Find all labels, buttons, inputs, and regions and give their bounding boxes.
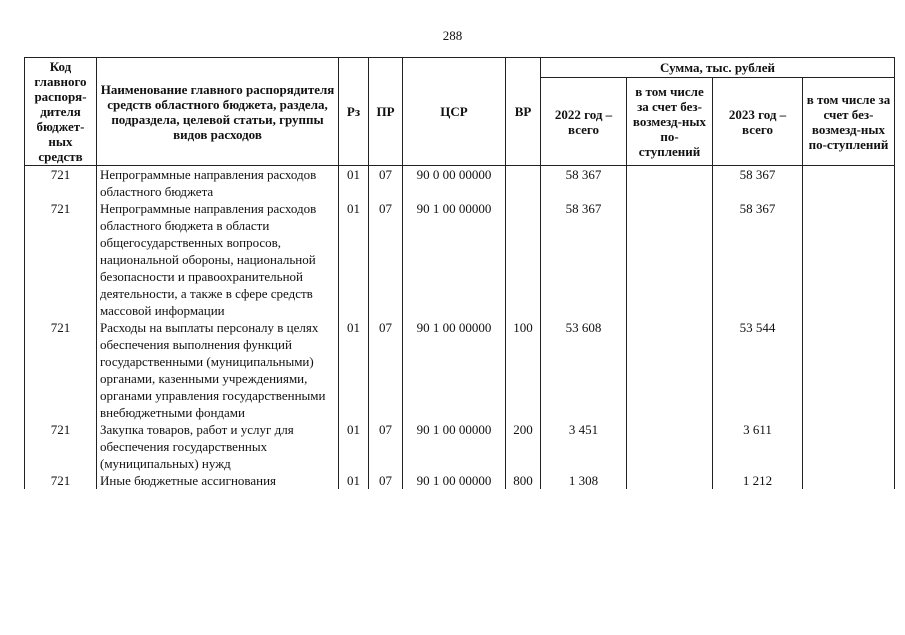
cell-2023-free <box>803 472 895 489</box>
cell-code: 721 <box>25 319 97 421</box>
cell-name: Иные бюджетные ассигнования <box>97 472 339 489</box>
header-name: Наименование главного распорядителя средств областного бюджета, раздела, подраздела, целевой статьи, группы видов расходов <box>97 58 339 166</box>
cell-2022-free <box>627 421 713 472</box>
table-row <box>25 200 895 319</box>
cell-2023-free <box>803 421 895 472</box>
cell-rz: 01 <box>339 319 369 421</box>
cell-rz: 01 <box>339 166 369 201</box>
cell-2022-free <box>627 319 713 421</box>
budget-table <box>24 57 895 489</box>
cell-vr <box>506 166 541 201</box>
cell-2023-free <box>803 166 895 201</box>
cell-vr: 100 <box>506 319 541 421</box>
cell-2023-free <box>803 319 895 421</box>
cell-rz: 01 <box>339 421 369 472</box>
cell-csr: 90 1 00 00000 <box>403 200 506 319</box>
cell-vr <box>506 200 541 319</box>
cell-rz: 01 <box>339 472 369 489</box>
cell-2022-total: 53 608 <box>541 319 627 421</box>
cell-2022-free <box>627 200 713 319</box>
cell-csr: 90 1 00 00000 <box>403 319 506 421</box>
cell-2023-total: 58 367 <box>713 166 803 201</box>
table-row <box>25 319 895 421</box>
cell-code: 721 <box>25 421 97 472</box>
cell-2022-total: 58 367 <box>541 166 627 201</box>
cell-csr: 90 0 00 00000 <box>403 166 506 201</box>
cell-2022-total: 3 451 <box>541 421 627 472</box>
cell-code: 721 <box>25 472 97 489</box>
cell-name: Непрограммные направления расходов областного бюджета <box>97 166 339 201</box>
header-code: Код главного распоря-дителя бюджет-ных средств <box>25 58 97 166</box>
cell-pr: 07 <box>369 421 403 472</box>
cell-rz: 01 <box>339 200 369 319</box>
table-row <box>25 472 895 489</box>
cell-csr: 90 1 00 00000 <box>403 472 506 489</box>
table-row <box>25 421 895 472</box>
header-row-top <box>25 58 895 78</box>
header-vr: ВР <box>506 58 541 166</box>
header-sum-group: Сумма, тыс. рублей <box>541 58 895 78</box>
cell-pr: 07 <box>369 319 403 421</box>
cell-code: 721 <box>25 200 97 319</box>
cell-pr: 07 <box>369 200 403 319</box>
table-row <box>25 166 895 201</box>
cell-2022-total: 1 308 <box>541 472 627 489</box>
cell-name: Расходы на выплаты персоналу в целях обеспечения выполнения функций государственными (муниципальными) органами, казенными учреждениями, органами управления государственными внебюджетными фондами <box>97 319 339 421</box>
page-number: 288 <box>442 28 463 43</box>
cell-pr: 07 <box>369 166 403 201</box>
cell-2022-total: 58 367 <box>541 200 627 319</box>
cell-2023-free <box>803 200 895 319</box>
header-2023-total: 2023 год – всего <box>713 78 803 166</box>
cell-vr: 800 <box>506 472 541 489</box>
cell-2022-free <box>627 166 713 201</box>
cell-code: 721 <box>25 166 97 201</box>
header-2022-free: в том числе за счет без-возмезд-ных по-ступлений <box>627 78 713 166</box>
cell-2023-total: 3 611 <box>713 421 803 472</box>
header-pr: ПР <box>369 58 403 166</box>
cell-2022-free <box>627 472 713 489</box>
cell-vr: 200 <box>506 421 541 472</box>
header-2022-total: 2022 год – всего <box>541 78 627 166</box>
header-rz: Рз <box>339 58 369 166</box>
cell-name: Непрограммные направления расходов областного бюджета в области общегосударственных вопросов, национальной обороны, национальной безопасности и правоохранительной деятельности, а также в сфере средств массовой информации <box>97 200 339 319</box>
cell-2023-total: 53 544 <box>713 319 803 421</box>
cell-pr: 07 <box>369 472 403 489</box>
cell-name: Закупка товаров, работ и услуг для обеспечения государственных (муниципальных) нужд <box>97 421 339 472</box>
cell-csr: 90 1 00 00000 <box>403 421 506 472</box>
cell-2023-total: 1 212 <box>713 472 803 489</box>
header-csr: ЦСР <box>403 58 506 166</box>
cell-2023-total: 58 367 <box>713 200 803 319</box>
header-2023-free: в том числе за счет без-возмезд-ных по-ступлений <box>803 78 895 166</box>
